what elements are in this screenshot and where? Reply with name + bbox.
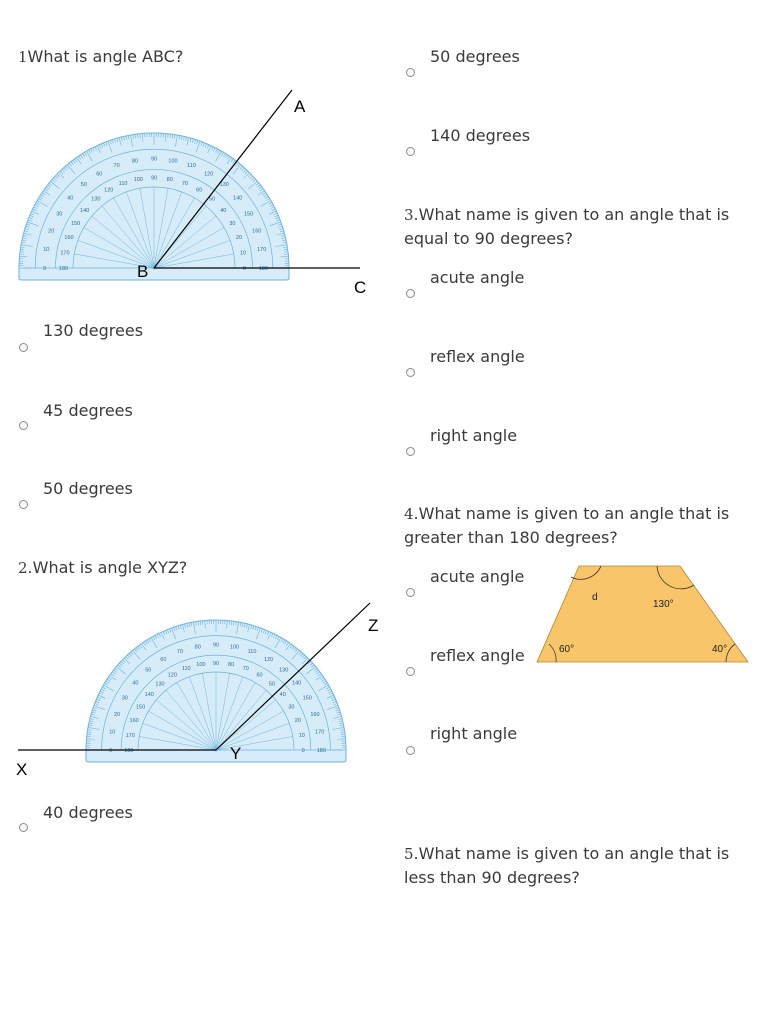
protractor-outer-label: 180 [316,748,326,754]
protractor-outer-label: 160 [252,228,262,235]
protractor-inner-label: 50 [209,196,216,203]
option-label: 50 degrees [430,47,520,66]
protractor-inner-label: 50 [268,681,276,688]
protractor-inner-label: 10 [240,250,247,257]
radio-q1-option-2[interactable] [19,421,28,430]
protractor-outer-label: 10 [43,247,50,254]
option-label: 45 degrees [43,401,133,420]
protractor-inner-label: 180 [124,748,134,754]
protractor-outer-label: 110 [247,649,257,656]
protractor-inner-label: 90 [212,660,220,667]
question-prompt: What is angle ABC? [27,47,184,66]
radio-q3-option-1[interactable] [406,289,415,298]
protractor-outer-label: 60 [96,171,103,178]
protractor-outer-label: 0 [43,266,47,272]
question-number: 3 [404,206,414,224]
option-label: 50 degrees [43,479,133,498]
protractor-outer-label: 50 [145,667,152,674]
protractor-outer-label: 160 [310,711,320,718]
label-d: d [592,592,598,603]
radio-q2-option-3[interactable] [406,147,415,156]
protractor-inner-label: 100 [133,176,143,183]
label-x: X [16,760,28,779]
protractor-outer-label: 40 [67,195,74,202]
label-z: Z [368,616,379,635]
radio-q1-option-1[interactable] [19,343,28,352]
protractor-inner-label: 0 [242,266,246,272]
protractor-inner-label: 180 [58,266,69,272]
radio-q4-option-3[interactable] [406,746,415,755]
protractor-inner-label: 30 [229,220,236,227]
protractor-outer-label: 140 [292,680,302,687]
option-label: acute angle [430,268,525,287]
label-a: A [294,97,306,116]
protractor-inner-label: 170 [60,250,70,257]
question-prompt: .What is angle XYZ? [27,558,188,577]
option-label: 130 degrees [43,321,144,340]
question-number: 5 [404,845,414,863]
protractor-inner-label: 0 [301,748,305,754]
protractor-outer-label: 130 [219,182,229,189]
protractor-inner-label: 130 [91,196,101,203]
protractor-inner-label: 110 [118,181,128,188]
question-number: 1 [18,48,28,66]
protractor-inner-label: 140 [80,207,90,214]
protractor-outer-label: 180 [258,266,268,272]
protractor-outer-label: 20 [113,711,121,718]
protractor-inner-label: 20 [235,235,243,242]
protractor-inner-label: 120 [167,672,178,679]
protractor-inner-label: 30 [288,704,295,711]
protractor-inner-label: 160 [64,235,74,242]
question-4-text [404,502,744,549]
protractor [86,620,346,762]
question-1-text [18,45,358,69]
radio-q2-option-2[interactable] [406,68,415,77]
protractor-outer-label: 130 [279,667,289,674]
question-2-text [18,556,358,580]
protractor-inner-label: 60 [196,187,203,194]
question-prompt: .What name is given to an angle that is less than 90 degrees? [404,844,730,887]
protractor-outer-label: 170 [315,729,325,736]
protractor-inner-label: 130 [155,681,165,688]
protractor-inner-label: 60 [256,672,263,679]
option-label: right angle [430,724,518,743]
radio-q4-option-2[interactable] [406,667,415,676]
protractor-inner-label: 20 [294,718,301,725]
label-c: C [354,278,367,297]
protractor-inner-label: 160 [129,718,139,725]
radio-q4-option-1[interactable] [406,588,415,597]
radio-q3-option-3[interactable] [406,447,415,456]
label-60: 60° [559,644,575,655]
protractor-outer-label: 120 [264,656,274,663]
protractor-inner-label: 150 [135,704,146,711]
protractor-inner-label: 10 [298,732,305,739]
protractor-inner-label: 80 [166,176,173,183]
protractor [19,133,289,280]
protractor-outer-label: 150 [302,695,312,702]
option-label: acute angle [430,567,525,586]
protractor-figure-2 [0,595,390,785]
protractor-outer-label: 90 [212,642,220,649]
protractor-outer-label: 70 [176,649,184,656]
protractor-outer-label: 140 [233,195,243,202]
option-label: reflex angle [430,347,525,366]
label-b: B [137,262,149,281]
protractor-figure-1 [0,80,380,300]
protractor-inner-label: 80 [228,662,235,669]
trapezoid-figure [535,562,753,667]
label-130: 130° [653,599,674,610]
protractor-inner-label: 110 [181,666,191,673]
protractor-outer-label: 30 [56,211,63,218]
question-number: 2 [18,559,28,577]
protractor-outer-label: 70 [113,163,120,170]
label-40: 40° [712,644,728,655]
radio-q3-option-2[interactable] [406,368,415,377]
protractor-outer-label: 50 [80,182,87,189]
radio-q1-option-3[interactable] [19,500,28,509]
protractor-outer-label: 110 [187,163,196,170]
protractor-outer-label: 80 [194,644,201,651]
protractor-inner-label: 100 [196,662,206,669]
protractor-outer-label: 80 [131,158,139,165]
protractor-inner-label: 70 [242,666,249,673]
protractor-inner-label: 170 [125,732,135,739]
question-prompt: .What name is given to an angle that is greater than 180 degrees? [404,504,730,547]
protractor-outer-label: 120 [204,171,214,178]
protractor-inner-label: 70 [181,181,188,188]
question-number: 4 [404,505,414,523]
label-y: Y [230,744,242,763]
protractor-outer-label: 10 [109,729,116,736]
radio-q2-option-1[interactable] [19,823,28,832]
protractor-outer-label: 0 [109,748,113,754]
option-label: right angle [430,426,518,445]
protractor-outer-label: 90 [150,156,158,163]
protractor-inner-label: 40 [279,692,286,699]
option-label: 40 degrees [43,803,133,822]
question-5-text [404,842,744,889]
protractor-inner-label: 120 [104,187,114,194]
option-label: reflex angle [430,646,525,665]
protractor-outer-label: 30 [121,695,128,702]
protractor-outer-label: 100 [229,644,239,651]
protractor-inner-label: 40 [220,207,227,214]
question-3-text [404,203,744,250]
protractor-outer-label: 40 [132,680,139,687]
protractor-inner-label: 150 [71,220,81,227]
question-prompt: .What name is given to an angle that is equal to 90 degrees? [404,205,730,248]
protractor-inner-label: 90 [150,175,158,182]
protractor-outer-label: 60 [160,656,167,663]
protractor-outer-label: 150 [244,211,254,218]
protractor-inner-label: 140 [144,692,154,699]
protractor-outer-label: 20 [48,228,55,235]
protractor-outer-label: 170 [257,247,267,254]
protractor-outer-label: 100 [168,158,178,165]
option-label: 140 degrees [430,126,531,145]
